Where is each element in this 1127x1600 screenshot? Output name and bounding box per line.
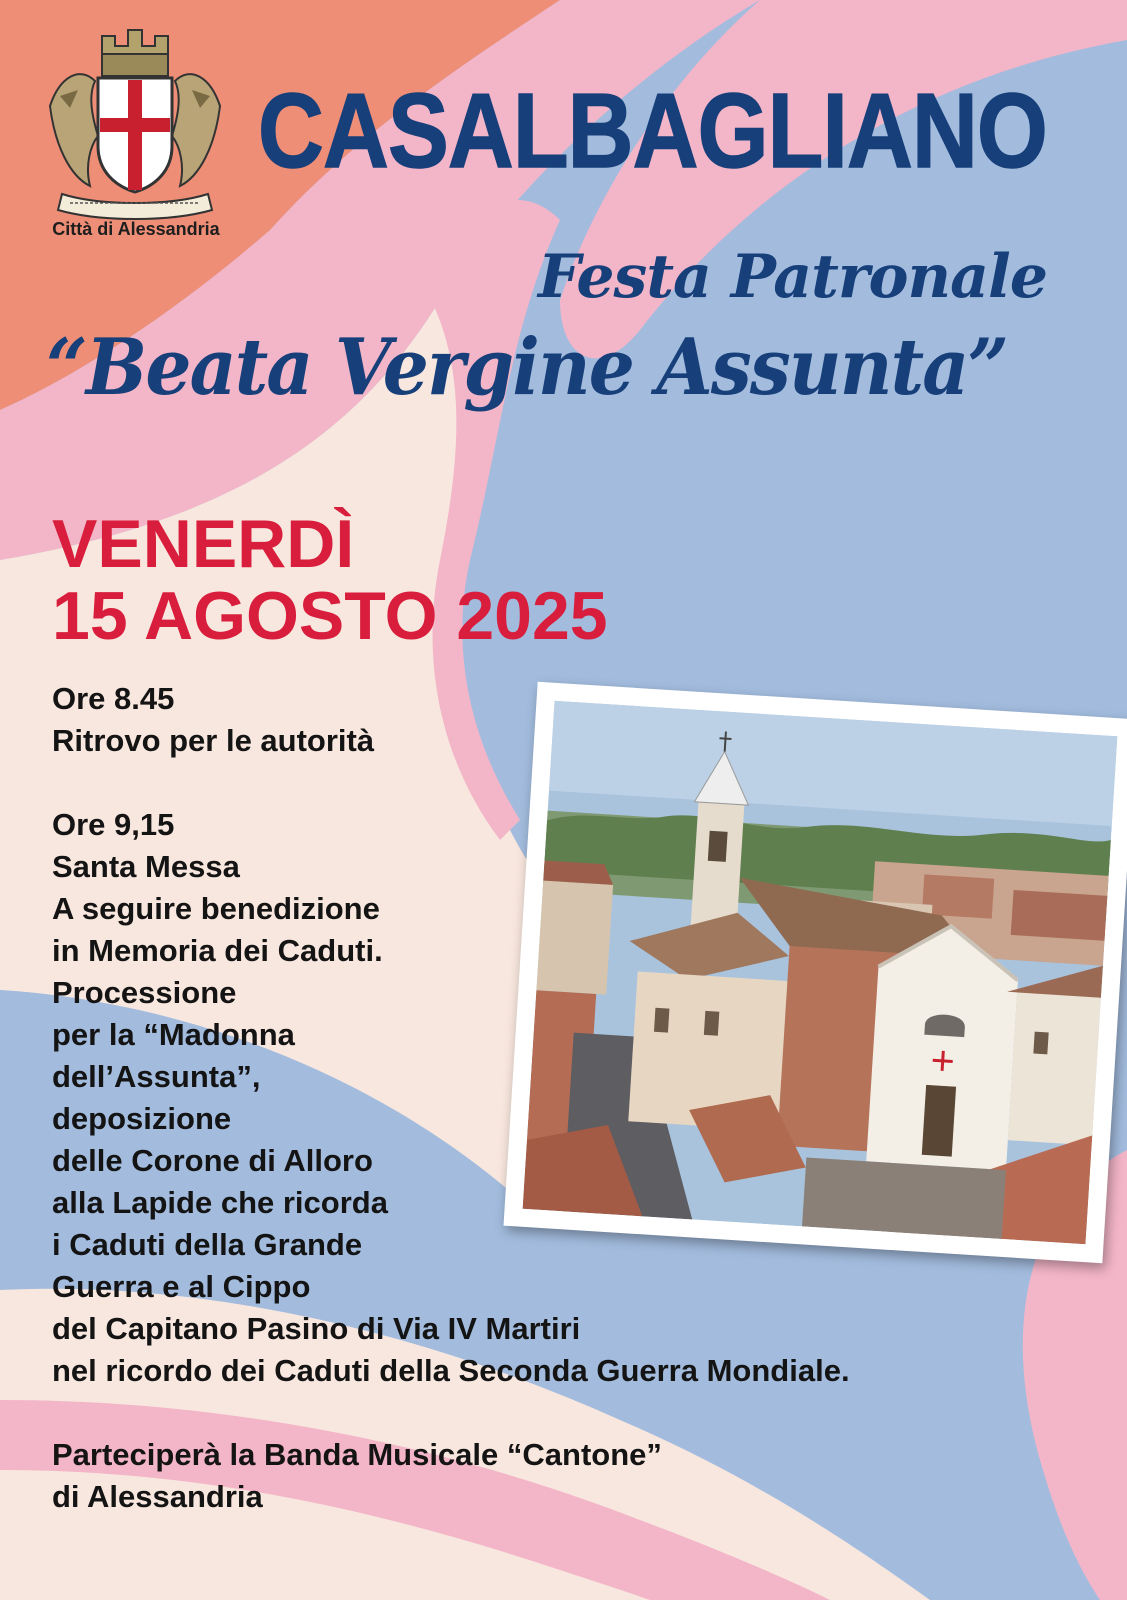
program-line: Parteciperà la Banda Musicale “Cantone” <box>52 1437 662 1472</box>
festival-name: “Beata Vergine Assunta” <box>46 322 1008 413</box>
program-line: delle Corone di Alloro <box>52 1143 373 1178</box>
program-line: del Capitano Pasino di Via IV Martiri <box>52 1311 581 1346</box>
program-line: per la “Madonna <box>52 1017 295 1052</box>
festival-subtitle: Festa Patronale <box>538 242 1047 312</box>
program-line: Guerra e al Cippo <box>52 1269 311 1304</box>
program-line: alla Lapide che ricorda <box>52 1185 388 1220</box>
event-date: 15 AGOSTO 2025 <box>52 578 608 654</box>
program-line: Processione <box>52 975 237 1010</box>
coat-of-arms-icon <box>40 26 230 226</box>
event-day: VENERDÌ <box>52 506 355 582</box>
program-line: Ore 9,15 <box>52 807 175 842</box>
program-line: in Memoria dei Caduti. <box>52 933 383 968</box>
program-line: A seguire benedizione <box>52 891 380 926</box>
program-line: i Caduti della Grande <box>52 1227 363 1262</box>
program-line: deposizione <box>52 1101 232 1136</box>
church-photo-frame <box>503 682 1127 1264</box>
program-line: dell’Assunta”, <box>52 1059 261 1094</box>
program-line: Santa Messa <box>52 849 240 884</box>
city-label: Città di Alessandria <box>52 219 220 239</box>
program-line: nel ricordo dei Caduti della Seconda Guerra Mondiale. <box>52 1353 850 1388</box>
program-line: Ritrovo per le autorità <box>52 723 375 758</box>
program-line: di Alessandria <box>52 1479 263 1514</box>
church-photo <box>523 701 1118 1244</box>
program-line: Ore 8.45 <box>52 681 175 716</box>
town-title: CASALBAGLIANO <box>258 72 1047 190</box>
